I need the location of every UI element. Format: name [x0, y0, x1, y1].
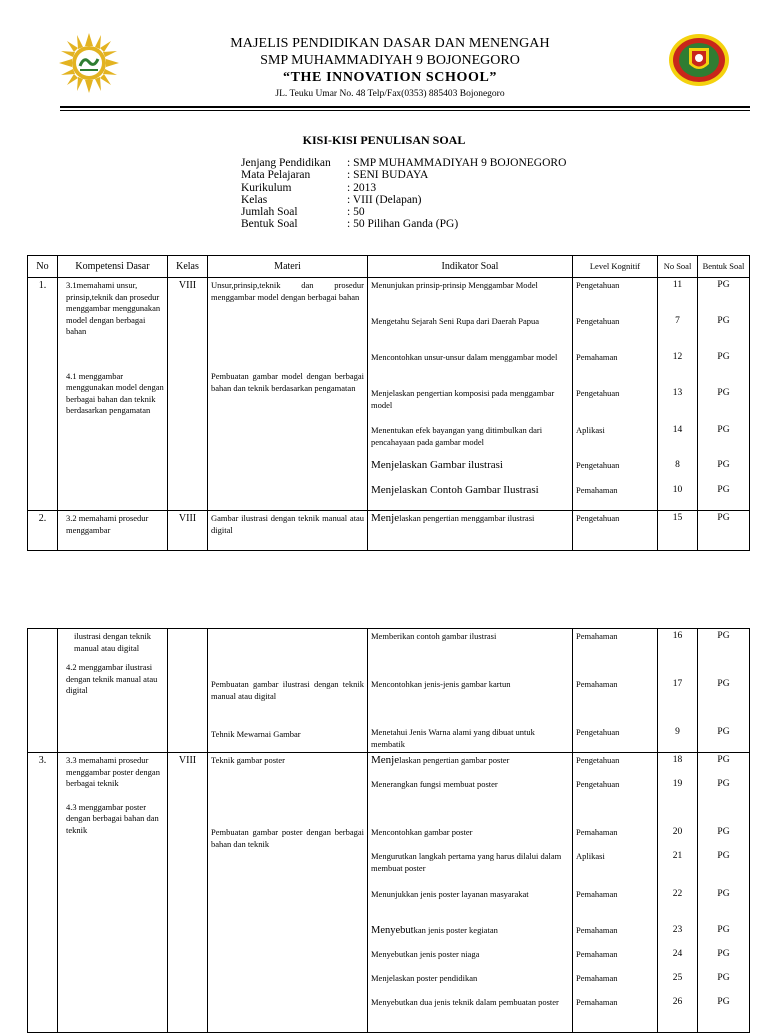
cell-kelas: VIII: [168, 753, 208, 1033]
cell-materi: Gambar ilustrasi dengan teknik manual atau digital: [208, 511, 368, 551]
meta-key: Kurikulum: [241, 181, 292, 194]
materi-text: Teknik gambar poster: [211, 755, 285, 765]
document-title: KISI-KISI PENULISAN SOAL: [302, 133, 466, 147]
level-text: Pemahaman: [576, 352, 618, 362]
indikator-text: Mencontohkan unsur-unsur dalam menggambar model: [371, 352, 558, 362]
col-header-kd: Kompetensi Dasar: [58, 256, 168, 278]
table-header-row: [28, 256, 750, 278]
header-line-3: “THE INNOVATION SCHOOL”: [283, 70, 497, 85]
level-text: Pengetahuan: [576, 727, 620, 737]
table-row: [28, 278, 750, 511]
header-address: JL. Teuku Umar No. 48 Telp/Fax(0353) 885403 Bojonegoro: [275, 89, 505, 99]
indikator-text: Menjelaskan poster pendidikan: [371, 973, 478, 983]
bentuk-text: PG: [717, 889, 730, 899]
meta-row: [241, 218, 566, 230]
level-text: Pemahaman: [576, 889, 618, 899]
kd-text: 4.3 menggambar poster dengan berbagai bahan dan teknik: [66, 801, 159, 835]
header-divider: [60, 106, 750, 108]
header-line-1: MAJELIS PENDIDIKAN DASAR DAN MENENGAH: [230, 36, 550, 51]
no-soal-text: 20: [672, 827, 683, 837]
bentuk-text: PG: [717, 280, 730, 290]
level-text: Pemahaman: [576, 949, 618, 959]
no-soal-text: 26: [672, 997, 683, 1007]
school-badge-logo-icon: [668, 33, 730, 87]
bentuk-text: PG: [717, 925, 730, 935]
indikator-text: Menjelaskan pengertian komposisi pada menggambar model: [371, 388, 555, 410]
bentuk-text: PG: [717, 779, 730, 789]
cell-no-soal: [658, 753, 698, 1033]
cell-no: [28, 629, 58, 753]
materi-text: Tehnik Mewarnai Gambar: [211, 729, 301, 739]
meta-key: Jenjang Pendidikan: [241, 157, 331, 169]
meta-row: [241, 169, 566, 181]
table-row: [28, 629, 750, 753]
indikator-text: laskan pengertian gambar poster: [399, 755, 510, 765]
no-soal-text: 10: [672, 485, 683, 495]
table-row: [28, 753, 750, 1033]
meta-value: : 2013: [347, 181, 377, 194]
cell-bentuk: [698, 753, 750, 1033]
meta-value: : SMP MUHAMMADIYAH 9 BOJONEGORO: [347, 157, 567, 169]
cell-level: [573, 629, 658, 753]
no-soal-text: 18: [672, 755, 683, 765]
indikator-text: Menunjukan prinsip-prinsip Menggambar Model: [371, 280, 538, 290]
level-text: Pemahaman: [576, 925, 618, 935]
no-soal-text: 23: [672, 925, 683, 935]
meta-value: : 50: [347, 206, 365, 219]
cell-no-soal: [658, 278, 698, 511]
kd-text: 4.1 menggambar menggunakan model dengan berbagai bahan dan teknik berdasarkan pengamatan: [66, 370, 164, 415]
indikator-text: Mengurutkan langkah pertama yang harus dilalui dalam membuat poster: [371, 851, 562, 873]
cell-no-soal: [658, 629, 698, 753]
bentuk-text: PG: [717, 973, 730, 983]
bentuk-text: PG: [717, 827, 730, 837]
level-text: Pengetahuan: [576, 755, 620, 765]
level-text: Pengetahuan: [576, 779, 620, 789]
bentuk-text: PG: [717, 727, 730, 737]
cell-kelas: VIII: [168, 278, 208, 511]
indikator-text: kan jenis poster kegiatan: [413, 925, 498, 935]
meta-row: [241, 157, 566, 169]
bentuk-text: PG: [717, 851, 730, 861]
no-soal-text: 25: [672, 973, 683, 983]
table-row: [28, 511, 750, 551]
no-soal-text: 7: [675, 316, 680, 326]
no-soal-text: 14: [672, 425, 683, 435]
materi-text: Pembuatan gambar poster dengan berbagai bahan dan teknik: [211, 827, 364, 849]
cell-kd: [58, 753, 168, 1033]
indikator-text: laskan pengertian menggambar ilustrasi: [399, 513, 535, 523]
meta-value: : SENI BUDAYA: [347, 169, 429, 182]
materi-text: Unsur,prinsip,teknik dan prosedur menggambar model dengan berbagai bahan: [211, 280, 364, 302]
indikator-text: Menunjukkan jenis poster layanan masyarakat: [371, 889, 529, 899]
level-text: Pemahaman: [576, 631, 618, 641]
meta-key: Kelas: [241, 193, 268, 206]
bentuk-text: PG: [717, 316, 730, 326]
indikator-text: Memberikan contoh gambar ilustrasi: [371, 631, 497, 641]
cell-kd: [58, 278, 168, 511]
level-text: Pemahaman: [576, 827, 618, 837]
no-soal-text: 8: [675, 460, 680, 470]
cell-indikator: [368, 629, 573, 753]
cell-indikator: [368, 511, 573, 551]
col-header-materi: Materi: [208, 256, 368, 278]
cell-level: Pengetahuan: [573, 511, 658, 551]
indikator-text: Menyebutkan dua jenis teknik dalam pembuatan poster: [371, 997, 559, 1007]
indikator-text: Mencontohkan jenis-jenis gambar kartun: [371, 679, 511, 689]
indikator-text-large: Menje: [371, 512, 400, 524]
no-soal-text: 11: [672, 280, 683, 290]
level-text: Pengetahuan: [576, 316, 620, 326]
cell-indikator: [368, 753, 573, 1033]
level-text: Aplikasi: [576, 425, 605, 435]
meta-value: : 50 Pilihan Ganda (PG): [347, 218, 459, 231]
level-text: Aplikasi: [576, 851, 605, 861]
cell-indikator: [368, 278, 573, 511]
cell-no: 2.: [28, 511, 58, 551]
bentuk-text: PG: [717, 485, 730, 495]
level-text: Pemahaman: [576, 485, 618, 495]
cell-materi: [208, 278, 368, 511]
cell-materi: [208, 629, 368, 753]
cell-level: [573, 753, 658, 1033]
col-header-indikator: Indikator Soal: [368, 256, 573, 278]
level-text: Pemahaman: [576, 973, 618, 983]
level-text: Pengetahuan: [576, 388, 620, 398]
kd-text: ilustrasi dengan teknik manual atau digital: [74, 631, 151, 653]
no-soal-text: 17: [672, 679, 683, 689]
meta-row: [241, 182, 566, 194]
header-line-2: SMP MUHAMMADIYAH 9 BOJONEGORO: [260, 53, 520, 68]
bentuk-text: PG: [717, 460, 730, 470]
no-soal-text: 19: [672, 779, 683, 789]
cell-kd: [58, 629, 168, 753]
meta-info: [241, 157, 566, 231]
no-soal-text: 21: [672, 851, 683, 861]
cell-level: [573, 278, 658, 511]
level-text: Pengetahuan: [576, 460, 620, 470]
kd-text: 3.3 memahami prosedur menggambar poster dengan berbagai teknik: [66, 755, 160, 788]
bentuk-text: PG: [717, 997, 730, 1007]
kd-text: 3.1memahami unsur, prinsip,teknik dan prosedur menggambar menggunakan model dengan berbagai bahan: [66, 280, 161, 336]
muhammadiyah-logo-icon: [58, 32, 120, 94]
bentuk-text: PG: [717, 425, 730, 435]
cell-no: 3.: [28, 753, 58, 1033]
meta-key: Mata Pelajaran: [241, 169, 311, 182]
indikator-text: Mencontohkan gambar poster: [371, 827, 473, 837]
indikator-text: Menentukan efek bayangan yang ditimbulkan dari pencahayaan pada gambar model: [371, 425, 543, 447]
kd-text: 4.2 menggambar ilustrasi dengan teknik manual atau digital: [66, 662, 158, 695]
cell-materi: [208, 753, 368, 1033]
no-soal-text: 12: [672, 352, 683, 362]
indikator-text: Menjelaskan Contoh Gambar Ilustrasi: [371, 484, 539, 496]
indikator-text-large: Menyebut: [371, 925, 414, 936]
col-header-no-soal: No Soal: [658, 256, 698, 278]
bentuk-text: PG: [717, 631, 730, 641]
level-text: Pemahaman: [576, 997, 618, 1007]
materi-text: Pembuatan gambar model dengan berbagai bahan dan teknik berdasarkan pengamatan: [211, 371, 364, 393]
bentuk-text: PG: [717, 755, 730, 765]
cell-kelas: VIII: [168, 511, 208, 551]
col-header-level: Level Kognitif: [573, 256, 658, 278]
indikator-text: Menjelaskan Gambar ilustrasi: [371, 459, 503, 471]
meta-key: Bentuk Soal: [241, 218, 298, 231]
indikator-text: Mengetahu Sejarah Seni Rupa dari Daerah Papua: [371, 316, 540, 326]
meta-row: [241, 206, 566, 218]
materi-text: Pembuatan gambar ilustrasi dengan teknik manual atau digital: [211, 679, 364, 701]
meta-key: Jumlah Soal: [241, 206, 298, 219]
indikator-text-large: Menje: [371, 754, 400, 766]
level-text: Pengetahuan: [576, 280, 620, 290]
meta-row: [241, 194, 566, 206]
col-header-no: No: [28, 256, 58, 278]
bentuk-text: PG: [717, 679, 730, 689]
bentuk-text: PG: [717, 388, 730, 398]
level-text: Pemahaman: [576, 679, 618, 689]
bentuk-text: PG: [717, 352, 730, 362]
header-divider-thin: [60, 110, 750, 111]
no-soal-text: 24: [672, 949, 683, 959]
cell-no-soal: 15: [658, 511, 698, 551]
col-header-bentuk: Bentuk Soal: [698, 256, 750, 278]
cell-bentuk: PG: [698, 511, 750, 551]
indikator-text: Menerangkan fungsi membuat poster: [371, 779, 498, 789]
cell-bentuk: [698, 629, 750, 753]
cell-kd: 3.2 memahami prosedur menggambar: [58, 511, 168, 551]
no-soal-text: 16: [672, 631, 683, 641]
no-soal-text: 9: [675, 727, 680, 737]
bentuk-text: PG: [717, 949, 730, 959]
cell-kelas: [168, 629, 208, 753]
cell-bentuk: [698, 278, 750, 511]
indikator-text: Menyebutkan jenis poster niaga: [371, 949, 480, 959]
cell-no: 1.: [28, 278, 58, 511]
no-soal-text: 13: [672, 388, 683, 398]
kisi-kisi-table-part-2: [27, 628, 750, 1033]
no-soal-text: 22: [672, 889, 683, 899]
indikator-text: Menetahui Jenis Warna alami yang dibuat untuk membatik: [371, 727, 535, 749]
col-header-kelas: Kelas: [168, 256, 208, 278]
kisi-kisi-table-part-1: [27, 255, 750, 551]
meta-value: : VIII (Delapan): [347, 193, 422, 206]
